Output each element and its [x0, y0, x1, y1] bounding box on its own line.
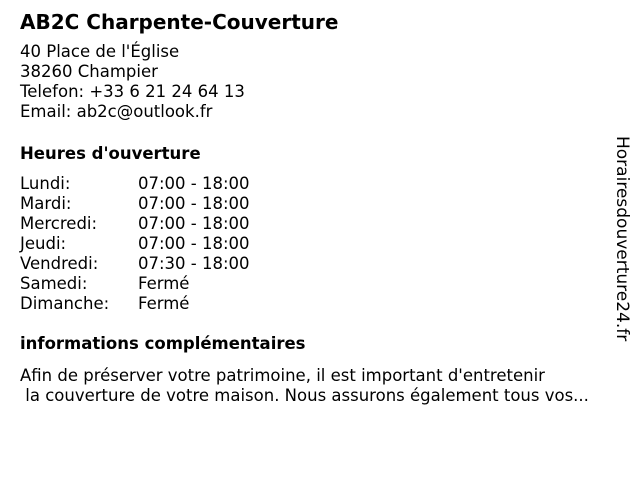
- day-label: Mercredi:: [20, 214, 98, 233]
- phone-number: Telefon: +33 6 21 24 64 13: [20, 82, 245, 101]
- hours-row-wednesday: [20, 214, 610, 234]
- day-label: Lundi:: [20, 174, 71, 193]
- side-brand-watermark: Horairesdouverture24.fr: [612, 136, 632, 342]
- time-value: Fermé: [138, 274, 190, 293]
- hours-table: [20, 174, 610, 314]
- day-label: Samedi:: [20, 274, 88, 293]
- street-address: 40 Place de l'Église: [20, 42, 180, 61]
- time-value: 07:00 - 18:00: [138, 194, 250, 213]
- hours-row-thursday: [20, 234, 610, 254]
- day-label: Jeudi:: [20, 234, 67, 253]
- hours-row-monday: [20, 174, 610, 194]
- hours-row-sunday: [20, 294, 610, 314]
- day-label: Mardi:: [20, 194, 72, 213]
- hours-heading: Heures d'ouverture: [20, 144, 201, 163]
- time-value: 07:00 - 18:00: [138, 234, 250, 253]
- address-block: [20, 42, 610, 122]
- time-value: Fermé: [138, 294, 190, 313]
- time-value: 07:00 - 18:00: [138, 174, 250, 193]
- time-value: 07:00 - 18:00: [138, 214, 250, 233]
- day-label: Vendredi:: [20, 254, 99, 273]
- info-line-1: Afin de préserver votre patrimoine, il est important d'entretenir: [20, 366, 545, 385]
- day-label: Dimanche:: [20, 294, 110, 313]
- hours-row-tuesday: [20, 194, 610, 214]
- info-description: [20, 366, 630, 406]
- time-value: 07:30 - 18:00: [138, 254, 250, 273]
- city-postal: 38260 Champier: [20, 62, 158, 81]
- email-address: Email: ab2c@outlook.fr: [20, 102, 213, 121]
- info-line-2: la couverture de votre maison. Nous assurons également tous vos...: [20, 386, 589, 405]
- business-name: AB2C Charpente-Couverture: [20, 10, 339, 34]
- hours-row-friday: [20, 254, 610, 274]
- business-card: [20, 8, 610, 406]
- info-heading: informations complémentaires: [20, 334, 306, 353]
- hours-row-saturday: [20, 274, 610, 294]
